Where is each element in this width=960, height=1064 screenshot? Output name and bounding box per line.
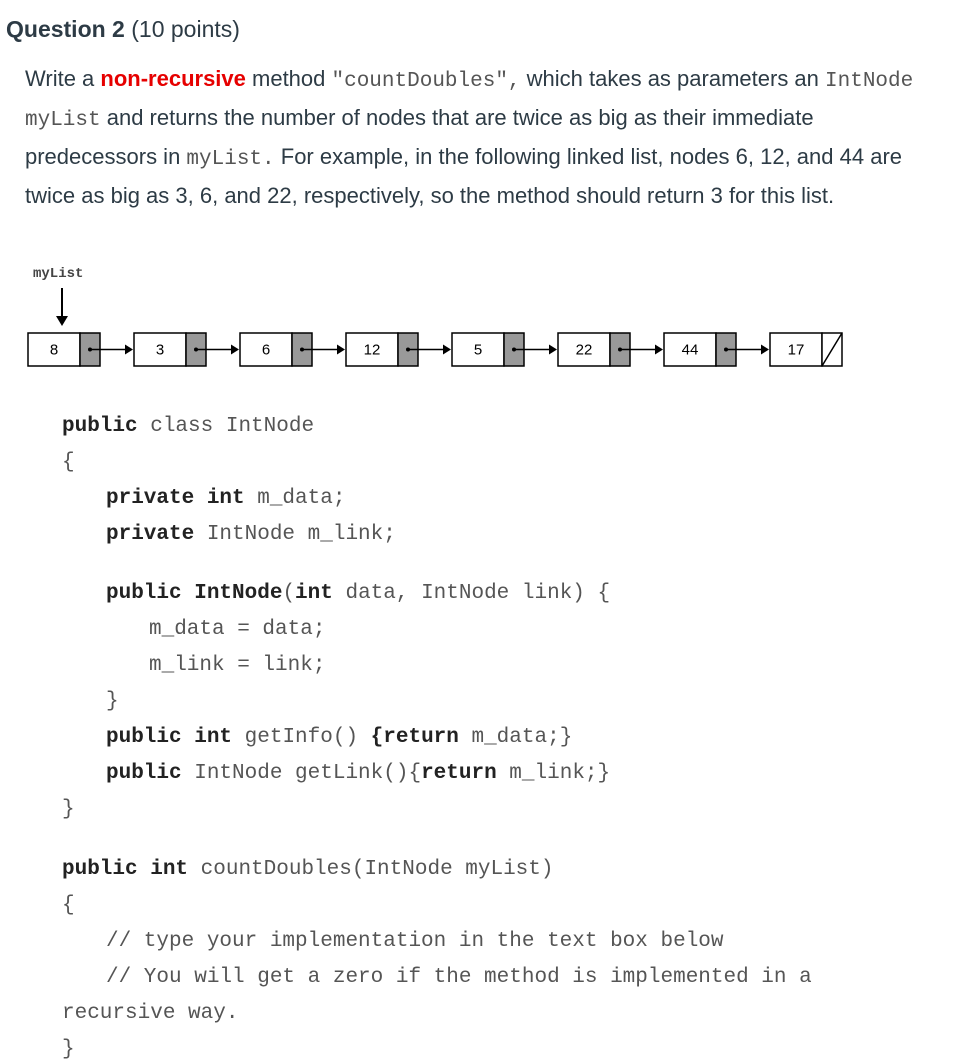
next-pointer-arrow-icon	[549, 345, 557, 355]
code-comment-3: recursive way.	[62, 1002, 239, 1025]
node-value: 12	[363, 341, 381, 359]
prompt-text-2: method	[245, 66, 332, 91]
code-line-12: public int countDoubles(IntNode myList)	[62, 858, 554, 881]
code-line-1: public class IntNode	[62, 415, 315, 438]
pointer-origin-dot	[724, 348, 728, 352]
next-pointer-arrow-icon	[761, 345, 769, 355]
question-title: Question 2	[6, 16, 125, 42]
method-name: "countDoubles",	[331, 70, 521, 93]
pointer-origin-dot	[618, 348, 622, 352]
param-name: IntNode myList	[25, 70, 914, 132]
list-node	[664, 333, 769, 366]
code-line-11: }	[62, 798, 75, 821]
node-value: 6	[261, 341, 271, 359]
code-line-5: public IntNode(int data, IntNode link) {	[106, 582, 611, 605]
list-node	[452, 333, 557, 366]
node-value: 44	[681, 341, 699, 359]
mylist-label: myList	[33, 266, 84, 282]
list-node	[240, 333, 345, 366]
pointer-origin-dot	[512, 348, 516, 352]
prompt-text-5: For example, in the following linked list, nodes 6, 12, and 44 are twice as big as 3, 6, and 22, respectively, so the method should return 3 for this list.	[25, 144, 903, 208]
list-name: myList.	[186, 148, 275, 171]
next-pointer-arrow-icon	[125, 345, 133, 355]
list-node	[770, 333, 842, 366]
code-line-9: public int getInfo() {return m_data;}	[106, 726, 573, 749]
prompt-text-3: which takes as parameters an	[520, 66, 826, 91]
pointer-origin-dot	[88, 348, 92, 352]
node-value: 3	[155, 341, 165, 359]
node-value: 8	[49, 341, 59, 359]
pointer-origin-dot	[194, 348, 198, 352]
code-line-8: }	[106, 690, 119, 713]
next-pointer-arrow-icon	[655, 345, 663, 355]
code-line-3: private int m_data;	[106, 487, 346, 510]
next-pointer-arrow-icon	[443, 345, 451, 355]
code-line-17: }	[62, 1038, 75, 1061]
list-node	[558, 333, 663, 366]
next-pointer-arrow-icon	[337, 345, 345, 355]
code-comment-2: // You will get a zero if the method is implemented in a	[106, 966, 812, 989]
pointer-origin-dot	[406, 348, 410, 352]
question-header	[0, 0, 960, 58]
list-node	[28, 333, 133, 366]
prompt-text-4: and returns the number of nodes that are twice as big as their immediate predecessors in	[25, 105, 814, 169]
code-comment-1: // type your implementation in the text box below	[106, 930, 724, 953]
list-node	[346, 333, 451, 366]
linked-list-svg	[25, 258, 855, 378]
next-pointer-arrow-icon	[231, 345, 239, 355]
node-value: 17	[787, 341, 805, 359]
node-value: 5	[473, 341, 483, 359]
head-pointer-arrow-icon	[56, 316, 68, 326]
non-recursive-highlight: non-recursive	[100, 66, 246, 91]
node-value: 22	[575, 341, 593, 359]
code-line-10: public IntNode getLink(){return m_link;}	[106, 762, 611, 785]
list-node	[134, 333, 239, 366]
code-line-7: m_link = link;	[149, 654, 326, 677]
code-line-13: {	[62, 894, 75, 917]
prompt-text-1: Write a	[25, 66, 101, 91]
code-line-4: private IntNode m_link;	[106, 523, 396, 546]
question-points: (10 points)	[131, 16, 240, 42]
linked-list-diagram	[25, 258, 855, 378]
code-line-6: m_data = data;	[149, 618, 326, 641]
code-line-2: {	[62, 451, 75, 474]
pointer-origin-dot	[300, 348, 304, 352]
question-prompt	[25, 61, 935, 214]
nodes-group	[28, 333, 842, 366]
